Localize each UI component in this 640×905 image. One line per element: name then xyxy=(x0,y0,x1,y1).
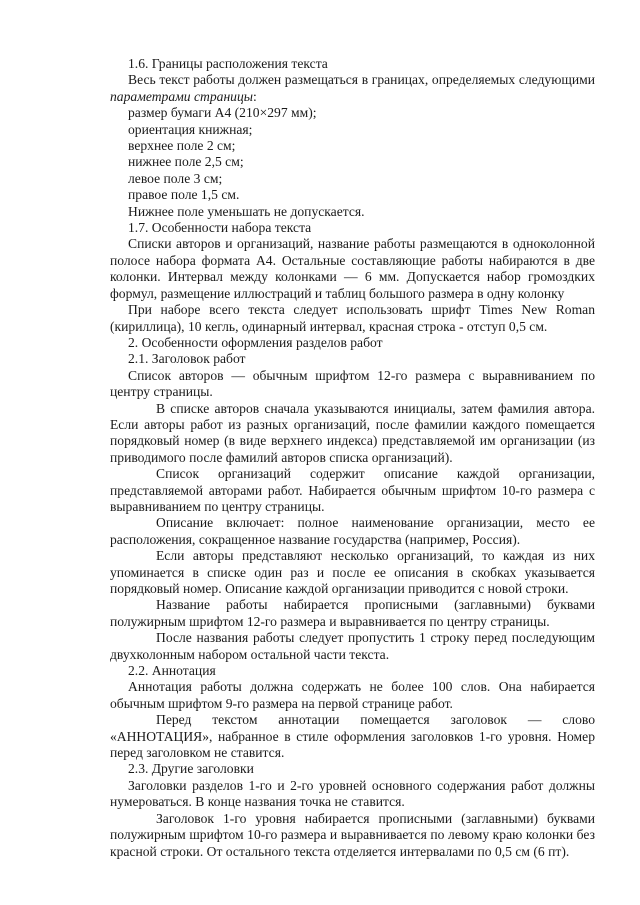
param-right-margin: правое поле 1,5 см. xyxy=(128,187,240,203)
paragraph-work-title: Название работы набирается прописными (заглавными) буквами полужирным шрифтом 12-го размера и выравнивается по центру страницы. xyxy=(110,597,595,629)
intro-italic-term: параметрами страницы xyxy=(110,88,253,104)
paragraph-after-title: После названия работы следует пропустить 1 строку перед последующим двухколонным набором остальной части текста. xyxy=(110,630,595,662)
heading-2-2: 2.2. Аннотация xyxy=(128,663,216,679)
paragraph-organization-description: Описание включает: полное наименование организации, место ее расположения, сокращенное название государства (например, Россия). xyxy=(110,515,595,547)
param-left-margin: левое поле 3 см; xyxy=(128,170,223,186)
heading-2: 2. Особенности оформления разделов работ xyxy=(128,334,383,350)
heading-1-6: 1.6. Границы расположения текста xyxy=(128,56,328,71)
paragraph-authors-order: В списке авторов сначала указываются инициалы, затем фамилия автора. Если авторы работ из разных организаций, после фамилии каждого помещается порядковый номер (в виде верхнего индекса) представляемой им организации (из приводимого после фамилий авторов списка организаций). xyxy=(110,400,595,465)
param-orientation: ориентация книжная; xyxy=(128,121,253,137)
document-body xyxy=(110,56,595,860)
paragraph-annotation-heading: Перед текстом аннотации помещается заголовок — слово «АННОТАЦИЯ», набранное в стиле оформления заголовков 1-го уровня. Номер перед заголовком не ставится. xyxy=(110,712,595,761)
heading-1-7: 1.7. Особенности набора текста xyxy=(128,220,312,236)
param-paper-size: размер бумаги А4 (210×297 мм); xyxy=(128,105,317,121)
paragraph-level-1-heading: Заголовок 1-го уровня набирается прописными (заглавными) буквами полужирным шрифтом 10-го размера и выравнивается по левому краю колонки без красной строки. От остального текста отделяется интервалами по 0,5 см (6 пт). xyxy=(110,810,595,859)
paragraph-headings-numbering: Заголовки разделов 1-го и 2-го уровней основного содержания работ должны нумероваться. В конце названия точка не ставится. xyxy=(110,777,595,810)
paragraph-organizations-list: Список организаций содержит описание каждой организации, представляемой авторами работ. Набирается обычным шрифтом 10-го размера с выравниванием по центру страницы. xyxy=(110,466,595,514)
paragraph-authors-list: Список авторов — обычным шрифтом 12-го размера с выравниванием по центру страницы. xyxy=(110,367,595,400)
heading-2-3: 2.3. Другие заголовки xyxy=(128,761,254,777)
paragraph-page-params-intro xyxy=(110,72,595,105)
heading-2-1: 2.1. Заголовок работ xyxy=(128,351,246,367)
intro-colon: : xyxy=(253,88,257,104)
bottom-margin-note: Нижнее поле уменьшать не допускается. xyxy=(128,203,365,219)
param-top-margin: верхнее поле 2 см; xyxy=(128,138,236,154)
intro-text: Весь текст работы должен размещаться в границах, определяемых следующими xyxy=(128,72,595,88)
paragraph-annotation-length: Аннотация работы должна содержать не более 100 слов. Она набирается обычным шрифтом 9-го размера на первой странице работ. xyxy=(110,679,595,711)
param-bottom-margin: нижнее поле 2,5 см; xyxy=(128,154,244,170)
paragraph-multiple-organizations: Если авторы представляют несколько организаций, то каждая из них упоминается в списке один раз и после ее описания в скобках указывается порядковый номер. Описание каждой организации приводится с новой строки. xyxy=(110,548,595,596)
paragraph-layout: Списки авторов и организаций, название работы размещаются в одноколонной полосе набора формата А4. Остальные составляющие работы набираются в две колонки. Интервал между колонками — 6 мм. Допускается набор громоздких формул, размещение иллюстраций и таблиц большого размера в одну колонку xyxy=(110,236,595,301)
paragraph-font: При наборе всего текста следует использовать шрифт Times New Roman (кириллица), 10 кегль, одинарный интервал, красная строка - отступ 0,5 см. xyxy=(110,302,595,334)
